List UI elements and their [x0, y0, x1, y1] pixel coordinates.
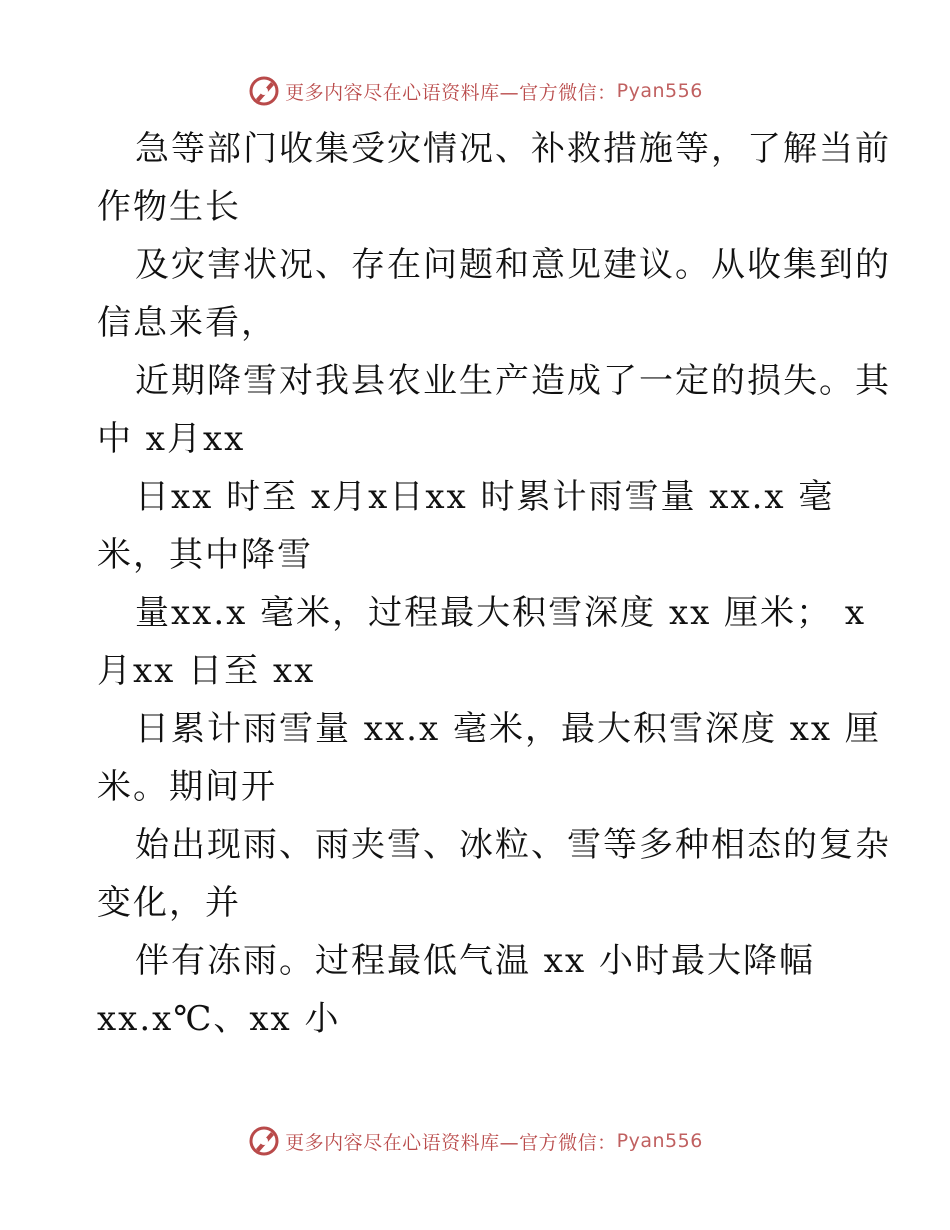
body-line: 及灾害状况、存在问题和意见建议。从收集到的: [135, 245, 891, 285]
body-line: 米，其中降雪: [97, 535, 313, 575]
body-line: 米。期间开: [97, 767, 277, 807]
pen-swirl-logo-icon: [247, 1124, 281, 1158]
body-line: 急等部门收集受灾情况、补救措施等，了解当前: [135, 129, 891, 169]
header-banner-text: 更多内容尽在心语资料库—官方微信：: [285, 81, 617, 104]
body-line: 量xx.x 毫米，过程最大积雪深度 xx 厘米； x: [135, 593, 867, 633]
header-banner-wechat-id: Pyan556: [616, 80, 703, 102]
body-line: 信息来看，: [97, 303, 277, 343]
body-line: 中 x月xx: [97, 419, 246, 459]
body-line: 日xx 时至 x月x日xx 时累计雨雪量 xx.x 毫: [135, 477, 835, 517]
body-line: 作物生长: [97, 187, 241, 227]
footer-banner-text: 更多内容尽在心语资料库—官方微信：: [285, 1131, 617, 1154]
body-line: xx.x℃、xx 小: [97, 999, 341, 1039]
header-banner: [0, 74, 950, 108]
pen-swirl-logo-icon: [247, 74, 281, 108]
body-line: 伴有冻雨。过程最低气温 xx 小时最大降幅: [135, 941, 815, 981]
body-line: 近期降雪对我县农业生产造成了一定的损失。其: [135, 361, 891, 401]
body-line: 日累计雨雪量 xx.x 毫米，最大积雪深度 xx 厘: [135, 709, 881, 749]
footer-banner: [0, 1124, 950, 1158]
footer-banner-wechat-id: Pyan556: [616, 1130, 703, 1152]
body-line: 始出现雨、雨夹雪、冰粒、雪等多种相态的复杂: [135, 825, 891, 865]
document-body: [97, 120, 891, 1048]
body-line: 月xx 日至 xx: [97, 651, 316, 691]
body-line: 变化，并: [97, 883, 241, 923]
